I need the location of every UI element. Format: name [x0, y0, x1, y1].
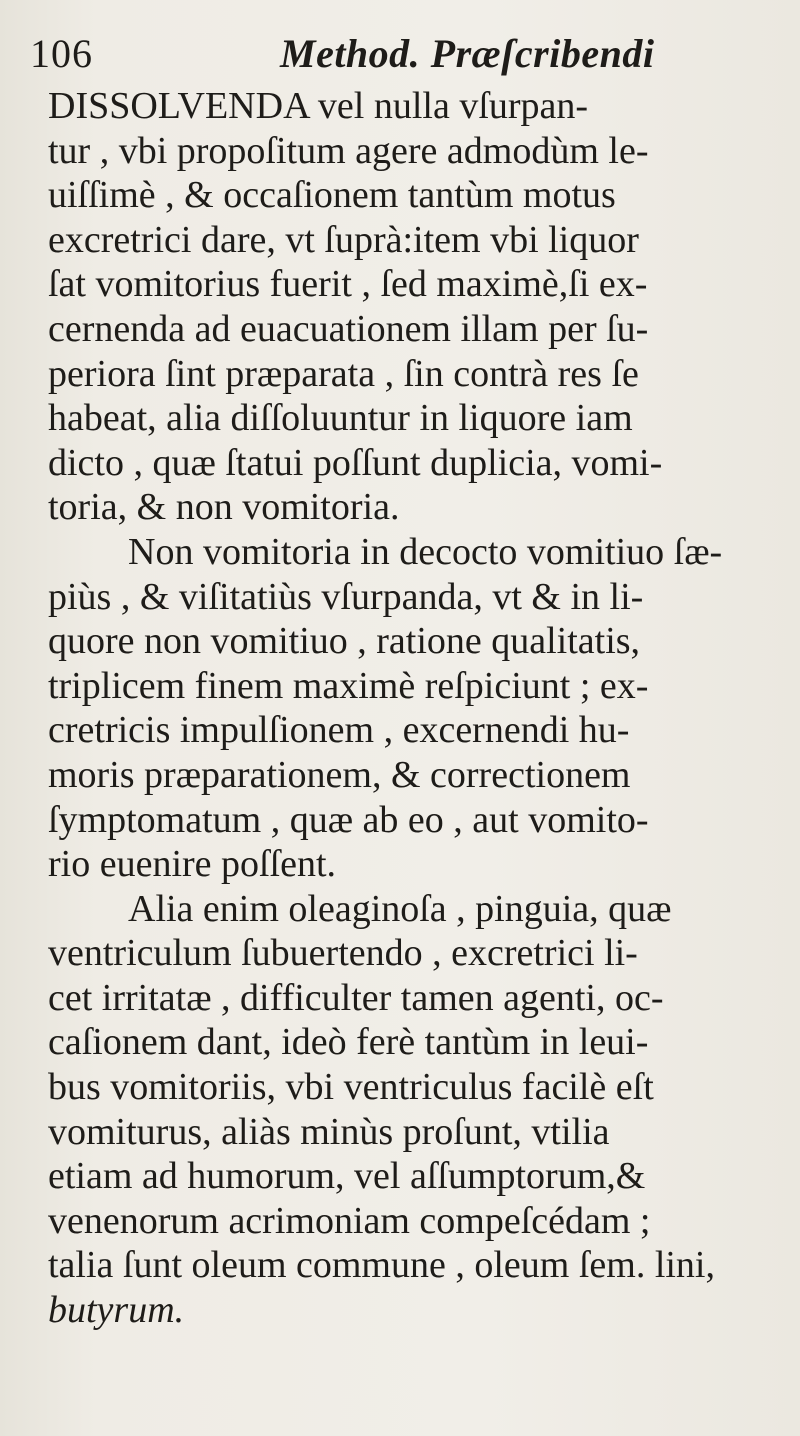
- text-line: tur , vbi propoſitum agere admodùm le-: [48, 129, 649, 172]
- text-line: bus vomitoriis, vbi ventriculus facilè eſt: [48, 1066, 654, 1109]
- body-text: [48, 84, 788, 1333]
- text-line: ventriculum ſubuertendo , excretrici li-: [48, 932, 638, 975]
- text-line: rio euenire poſſent.: [48, 843, 337, 886]
- text-line: Alia enim oleaginoſa , pinguia, quæ: [128, 887, 672, 930]
- text-line: habeat, alia diſſoluuntur in liquore iam: [48, 397, 633, 440]
- text-line: moris præparationem, & correctionem: [48, 753, 631, 796]
- text-line: caſionem dant, ideò ferè tantùm in leui-: [48, 1021, 649, 1064]
- text-line: excretrici dare, vt ſuprà:item vbi liquor: [48, 218, 639, 261]
- text-line: quore non vomitiuo , ratione qualitatis,: [48, 620, 641, 663]
- text-line: cernenda ad euacuationem illam per ſu-: [48, 307, 649, 350]
- text-line: butyrum.: [48, 1289, 185, 1332]
- text-line: ſymptomatum , quæ ab eo , aut vomito-: [48, 798, 649, 841]
- text-line: uiſſimè , & occaſionem tantùm motus: [48, 174, 616, 217]
- text-line: dicto , quæ ſtatui poſſunt duplicia, vomi-: [48, 441, 663, 484]
- page-header: [30, 24, 770, 80]
- text-line: cet irritatæ , difficulter tamen agenti, oc-: [48, 976, 664, 1019]
- page-number: 106: [30, 31, 93, 76]
- text-line: DISSOLVENDA vel nulla vſurpan-: [48, 85, 589, 127]
- text-line: vomiturus, aliàs minùs proſunt, vtilia: [48, 1110, 610, 1153]
- text-line: toria, & non vomitoria.: [48, 486, 400, 529]
- text-line: etiam ad humorum, vel aſſumptorum,&: [48, 1155, 646, 1198]
- text-line: triplicem finem maximè reſpiciunt ; ex-: [48, 664, 649, 707]
- text-line: talia ſunt oleum commune , oleum ſem. lini,: [48, 1244, 715, 1287]
- text-line: periora ſint præparata , ſin contrà res ſe: [48, 352, 639, 395]
- text-line: cretricis impulſionem , excernendi hu-: [48, 709, 630, 752]
- text-line: ſat vomitorius fuerit , ſed maximè,ſi ex-: [48, 263, 648, 306]
- text-line: piùs , & viſitatiùs vſurpanda, vt & in li-: [48, 575, 644, 618]
- text-line: venenorum acrimoniam compeſcédam ;: [48, 1199, 651, 1242]
- running-head: Method. Præſcribendi: [280, 31, 655, 76]
- text-line: Non vomitoria in decocto vomitiuo ſæ-: [128, 530, 723, 573]
